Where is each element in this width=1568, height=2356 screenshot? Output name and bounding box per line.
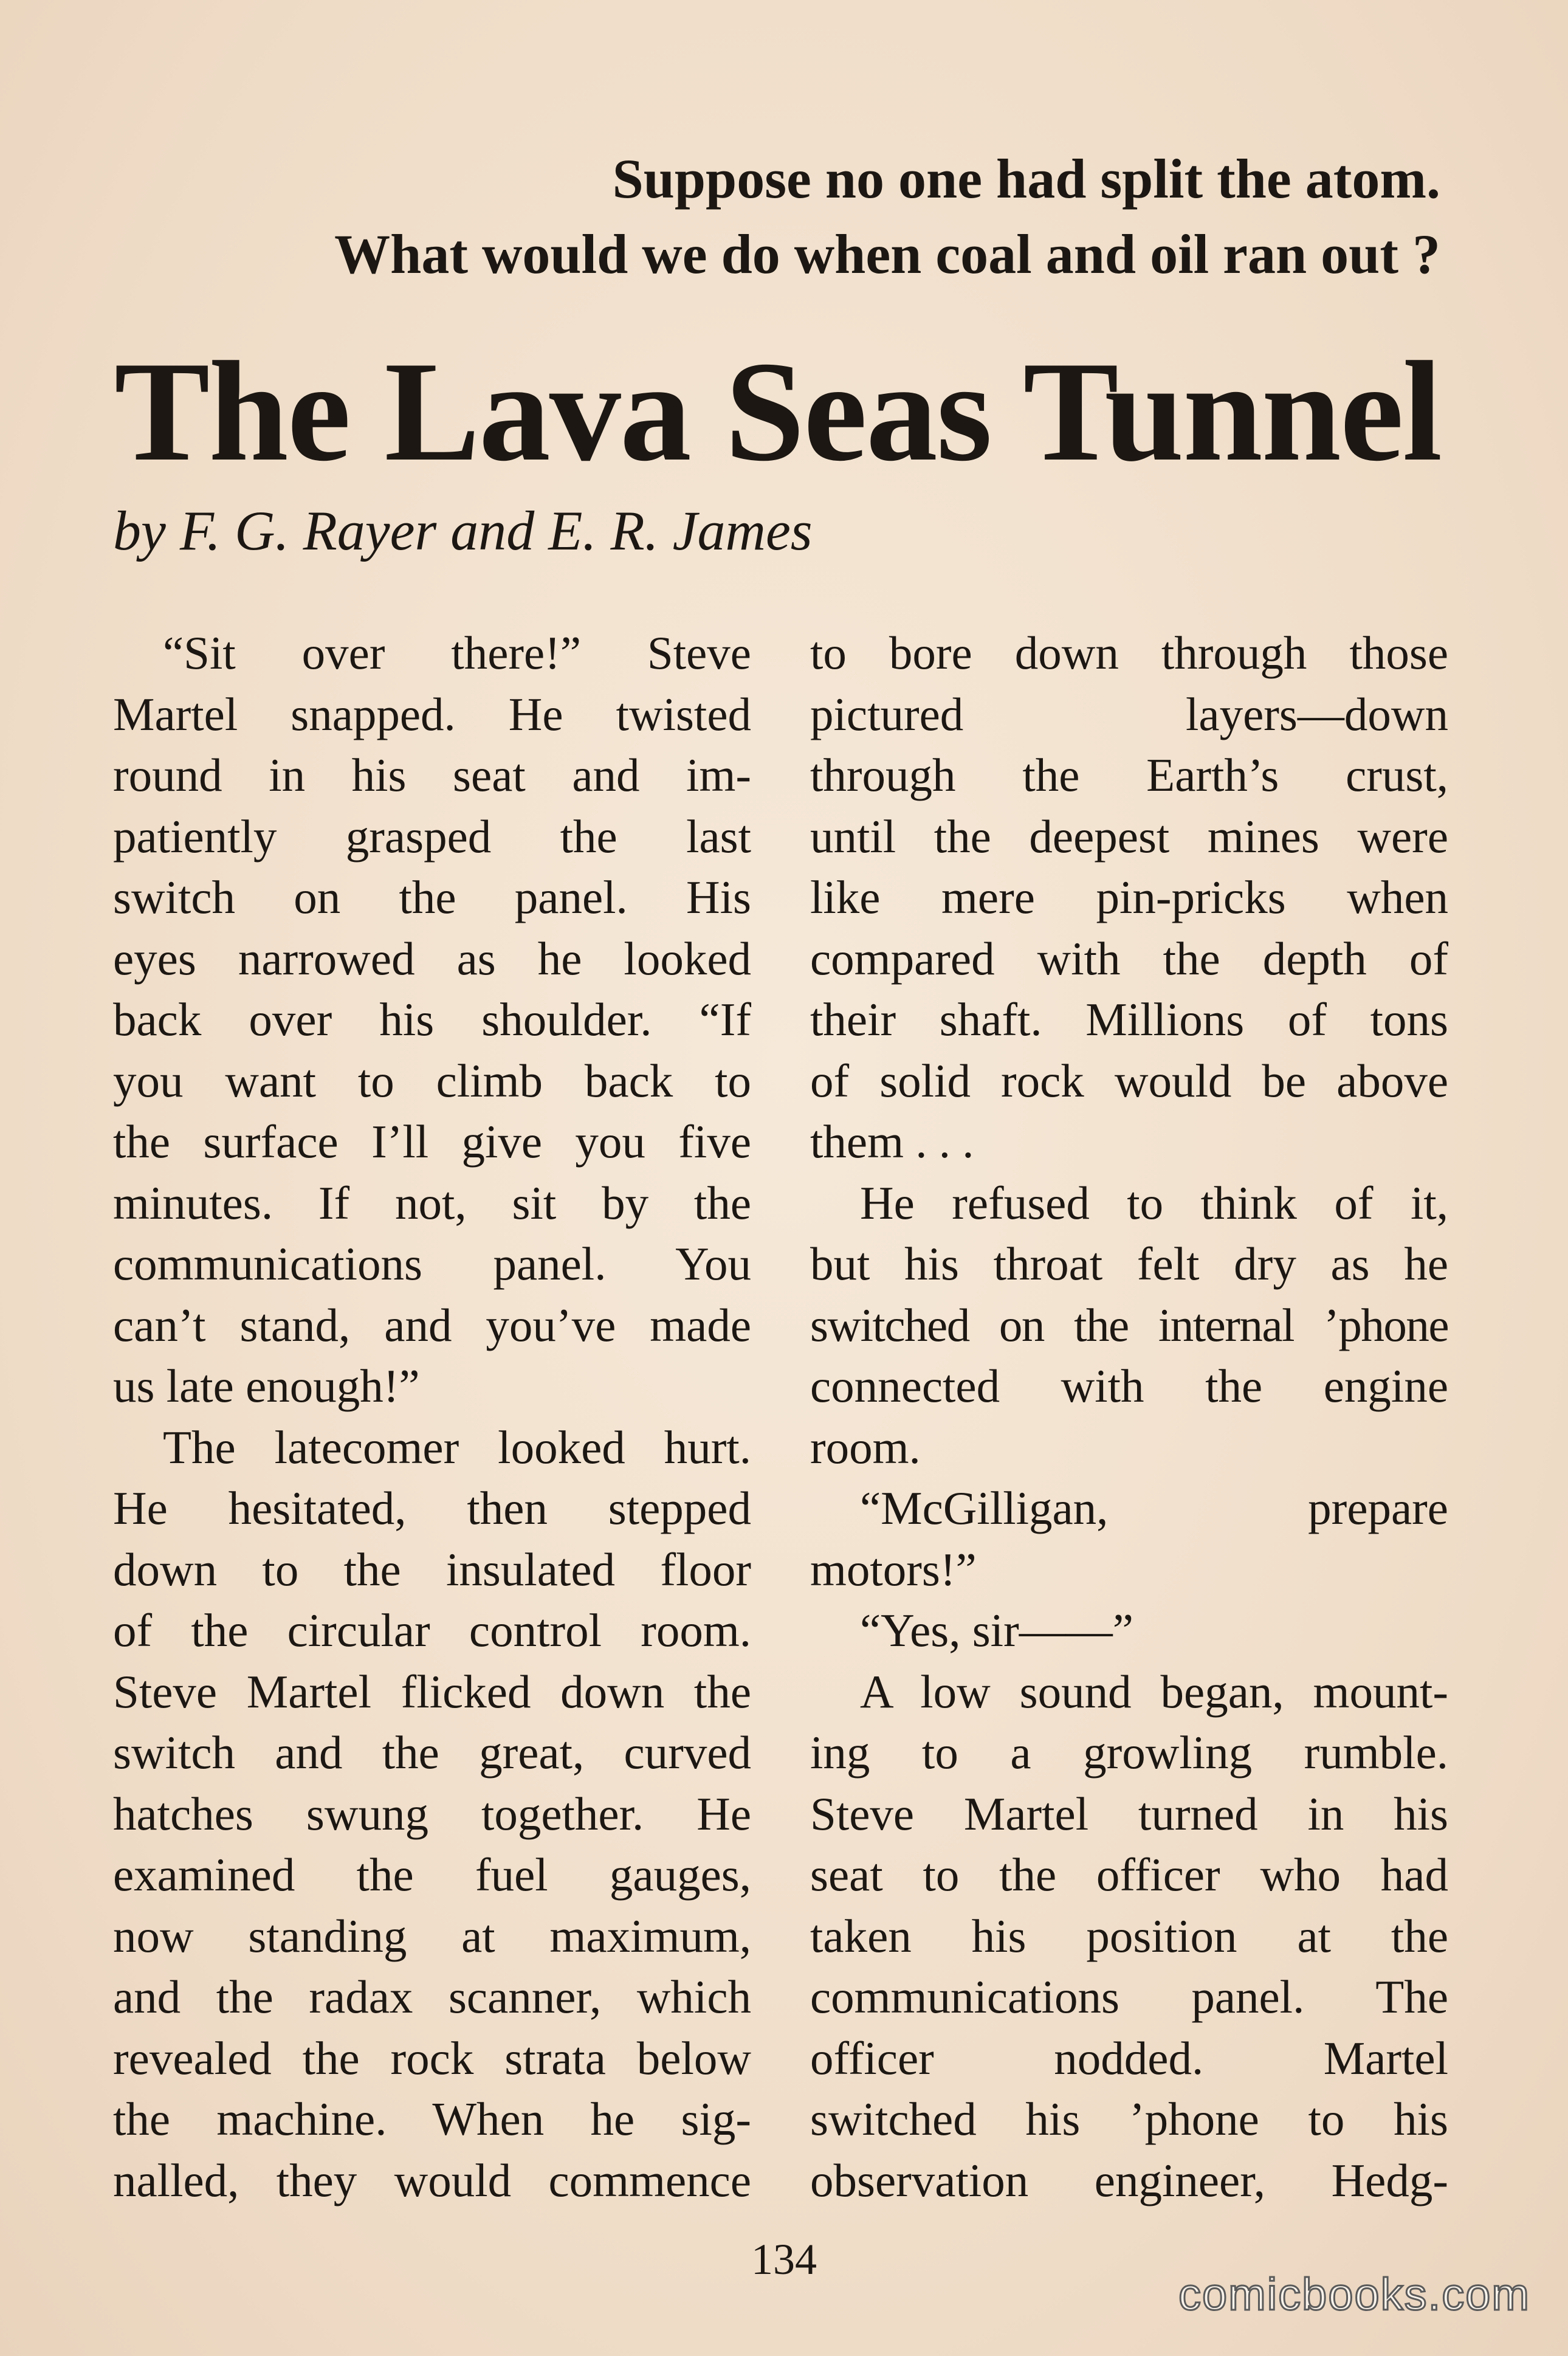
text-line: compared with the depth of [810, 932, 1448, 985]
teaser-line-1: Suppose no one had split the atom. [612, 148, 1440, 210]
text-line: them . . . [810, 1115, 974, 1168]
text-line: round in his seat and im- [113, 749, 751, 801]
text-line: hatches swung together. He [113, 1787, 751, 1840]
text-line: like mere pin-pricks when [810, 871, 1448, 923]
text-line: He hesitated, then stepped [113, 1482, 751, 1534]
text-line: A low sound began, mount- [860, 1665, 1448, 1718]
text-line: observation engineer, Hedg- [810, 2154, 1448, 2206]
text-line: through the Earth’s crust, [810, 749, 1448, 801]
text-line: Steve Martel turned in his [810, 1787, 1448, 1840]
text-line: can’t stand, and you’ve made [113, 1298, 751, 1351]
text-line: “McGilligan, prepare [860, 1482, 1448, 1534]
text-line: now standing at maximum, [113, 1909, 751, 1962]
text-line: eyes narrowed as he looked [113, 932, 751, 985]
text-line: ing to a growling rumble. [810, 1726, 1448, 1779]
text-line: switched his ’phone to his [810, 2093, 1448, 2145]
teaser [334, 141, 1440, 292]
text-line: taken his position at the [810, 1909, 1448, 1962]
text-line: “Yes, sir——” [860, 1604, 1133, 1656]
text-line: you want to climb back to [113, 1054, 751, 1107]
text-line: the machine. When he sig- [113, 2093, 751, 2145]
text-line: Steve Martel flicked down the [113, 1665, 751, 1718]
text-line: until the deepest mines were [810, 810, 1448, 863]
text-line: He refused to think of it, [860, 1176, 1448, 1229]
text-line: switched on the internal ’phone [810, 1298, 1448, 1351]
text-line: “Sit over there!” Steve [163, 627, 751, 679]
page-number: 134 [751, 2235, 817, 2284]
text-line: their shaft. Millions of tons [810, 993, 1448, 1045]
right-column [810, 622, 1448, 2211]
text-line: seat to the officer who had [810, 1848, 1448, 1901]
text-line: nalled, they would commence [113, 2154, 751, 2206]
text-line: examined the fuel gauges, [113, 1848, 751, 1901]
text-line: down to the insulated floor [113, 1543, 751, 1596]
text-line: communications panel. You [113, 1238, 751, 1290]
text-line: minutes. If not, sit by the [113, 1176, 751, 1229]
text-line: the surface I’ll give you five [113, 1115, 751, 1168]
teaser-line-2: What would we do when coal and oil ran out ? [334, 223, 1440, 285]
text-line: patiently grasped the last [113, 810, 751, 863]
story-title: The Lava Seas Tunnel [114, 332, 1442, 491]
byline: by F. G. Rayer and E. R. James [113, 500, 813, 562]
watermark-logo: comicbooks.com [1178, 2269, 1530, 2320]
text-line: of solid rock would be above [810, 1054, 1448, 1107]
text-line: and the radax scanner, which [113, 1971, 751, 2023]
text-line: to bore down through those [810, 627, 1448, 679]
text-line: but his throat felt dry as he [810, 1238, 1448, 1290]
text-line: connected with the engine [810, 1360, 1448, 1412]
text-line: of the circular control room. [113, 1604, 751, 1656]
text-line: room. [810, 1421, 921, 1473]
text-line: communications panel. The [810, 1971, 1448, 2023]
text-line: pictured layers—down [810, 687, 1448, 740]
text-line: back over his shoulder. “If [113, 993, 751, 1045]
text-line: The latecomer looked hurt. [163, 1421, 751, 1473]
text-line: switch on the panel. His [113, 871, 751, 923]
text-line: officer nodded. Martel [810, 2031, 1448, 2084]
text-line: Martel snapped. He twisted [113, 687, 751, 740]
text-line: us late enough!” [113, 1360, 420, 1412]
text-line: switch and the great, curved [113, 1726, 751, 1779]
left-column [113, 622, 751, 2211]
text-line: revealed the rock strata below [113, 2031, 751, 2084]
text-line: motors!” [810, 1543, 977, 1596]
